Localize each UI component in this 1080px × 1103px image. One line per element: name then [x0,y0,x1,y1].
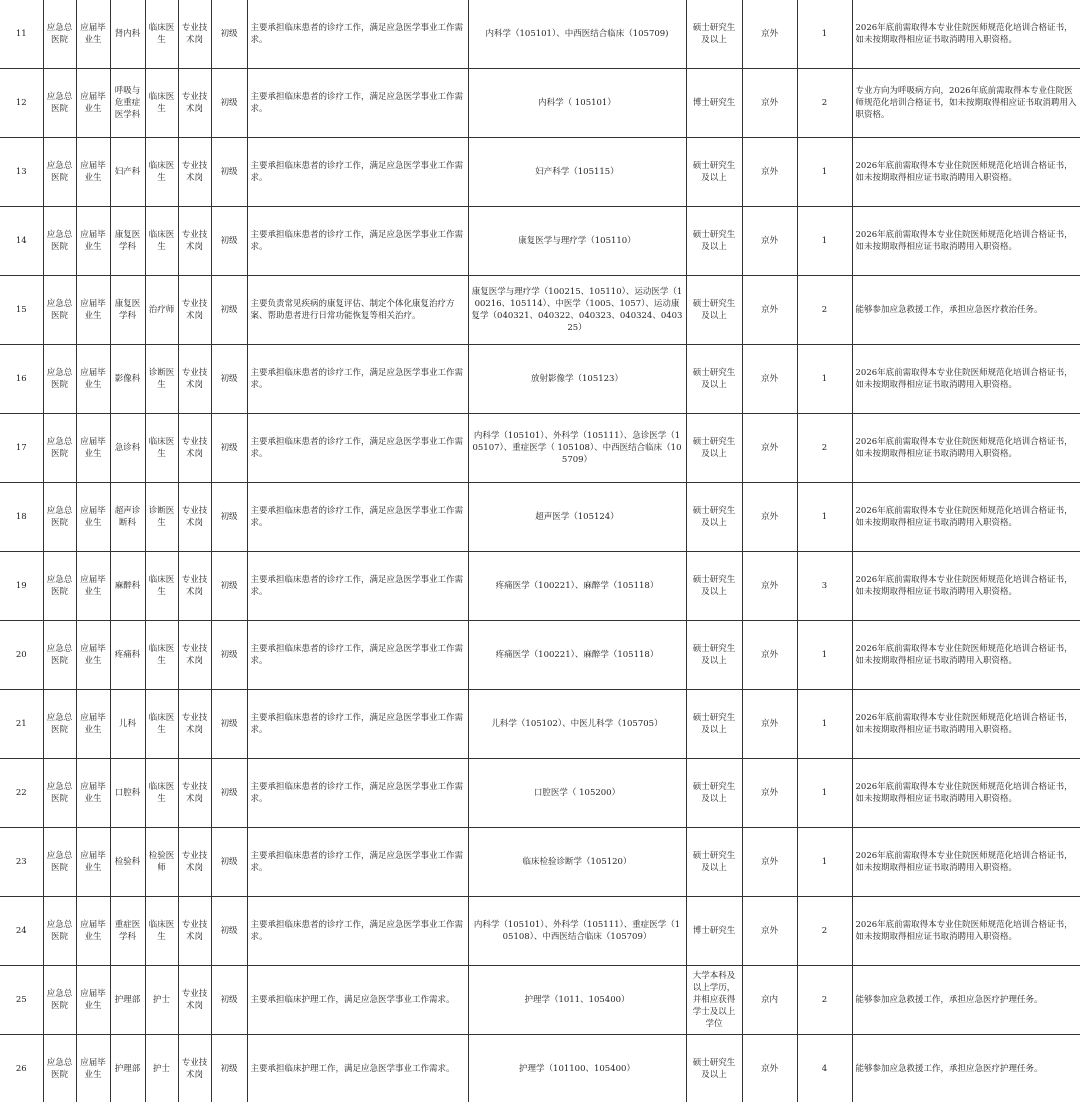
table-row [0,1035,1080,1103]
row-number: 23 [0,828,43,897]
duty-cell: 主要承担临床患者的诊疗工作，满足应急医学事业工作需求。 [247,345,468,414]
origin-cell: 京外 [742,414,797,483]
origin-cell: 京外 [742,690,797,759]
note-cell: 专业方向为呼吸病方向，2026年底前需取得本专业住院医师规范化培训合格证书，如未按期取得相应证书取消聘用入职资格。 [852,69,1080,138]
education-cell: 硕士研究生及以上 [686,345,742,414]
table-row [0,690,1080,759]
origin-cell: 京外 [742,1035,797,1103]
table-row [0,138,1080,207]
duty-cell: 主要承担临床患者的诊疗工作，满足应急医学事业工作需求。 [247,621,468,690]
row-number: 20 [0,621,43,690]
major-cell: 超声医学（105124） [468,483,686,552]
post-name-cell: 诊断医生 [145,345,178,414]
row-number: 17 [0,414,43,483]
note-cell: 2026年底前需取得本专业住院医师规范化培训合格证书，如未按期取得相应证书取消聘用入职资格。 [852,552,1080,621]
employer-cell: 应急总医院 [43,0,76,69]
duty-cell: 主要承担临床患者的诊疗工作，满足应急医学事业工作需求。 [247,0,468,69]
post-name-cell: 临床医生 [145,69,178,138]
post-name-cell: 临床医生 [145,414,178,483]
table-row [0,345,1080,414]
major-cell: 妇产科学（105115） [468,138,686,207]
recruit-type-cell: 应届毕业生 [76,414,110,483]
education-cell: 硕士研究生及以上 [686,0,742,69]
row-number: 14 [0,207,43,276]
employer-cell: 应急总医院 [43,1035,76,1103]
recruit-type-cell: 应届毕业生 [76,897,110,966]
post-name-cell: 临床医生 [145,552,178,621]
row-number: 25 [0,966,43,1035]
post-name-cell: 临床医生 [145,0,178,69]
origin-cell: 京内 [742,966,797,1035]
major-cell: 疼痛医学（100221）、麻醉学（105118） [468,552,686,621]
post-level-cell: 初级 [211,621,247,690]
post-category-cell: 专业技术岗 [178,552,211,621]
recruit-type-cell: 应届毕业生 [76,552,110,621]
row-number: 11 [0,0,43,69]
employer-cell: 应急总医院 [43,690,76,759]
employer-cell: 应急总医院 [43,621,76,690]
major-cell: 康复医学与理疗学（105110） [468,207,686,276]
post-name-cell: 临床医生 [145,897,178,966]
education-cell: 硕士研究生及以上 [686,138,742,207]
headcount-cell: 2 [797,966,852,1035]
origin-cell: 京外 [742,483,797,552]
headcount-cell: 2 [797,897,852,966]
post-level-cell: 初级 [211,0,247,69]
post-level-cell: 初级 [211,276,247,345]
note-cell: 2026年底前需取得本专业住院医师规范化培训合格证书，如未按期取得相应证书取消聘用入职资格。 [852,414,1080,483]
duty-cell: 主要承担临床患者的诊疗工作，满足应急医学事业工作需求。 [247,138,468,207]
education-cell: 大学本科及以上学历，并相应获得学士及以上学位 [686,966,742,1035]
post-category-cell: 专业技术岗 [178,966,211,1035]
major-cell: 内科学（105101）、外科学（105111）、重症医学（105108）、中西医结合临床（105709） [468,897,686,966]
education-cell: 硕士研究生及以上 [686,276,742,345]
education-cell: 硕士研究生及以上 [686,207,742,276]
education-cell: 博士研究生 [686,897,742,966]
origin-cell: 京外 [742,759,797,828]
duty-cell: 主要承担临床患者的诊疗工作，满足应急医学事业工作需求。 [247,828,468,897]
table-row [0,483,1080,552]
major-cell: 护理学（1011、105400） [468,966,686,1035]
post-name-cell: 治疗师 [145,276,178,345]
recruit-type-cell: 应届毕业生 [76,966,110,1035]
duty-cell: 主要承担临床患者的诊疗工作，满足应急医学事业工作需求。 [247,690,468,759]
post-level-cell: 初级 [211,828,247,897]
duty-cell: 主要承担临床患者的诊疗工作，满足应急医学事业工作需求。 [247,207,468,276]
education-cell: 硕士研究生及以上 [686,759,742,828]
post-category-cell: 专业技术岗 [178,207,211,276]
department-cell: 儿科 [110,690,145,759]
post-name-cell: 检验医师 [145,828,178,897]
origin-cell: 京外 [742,276,797,345]
post-level-cell: 初级 [211,1035,247,1103]
employer-cell: 应急总医院 [43,552,76,621]
table-row [0,621,1080,690]
employer-cell: 应急总医院 [43,276,76,345]
note-cell: 能够参加应急救援工作，承担应急医疗护理任务。 [852,966,1080,1035]
post-level-cell: 初级 [211,414,247,483]
row-number: 18 [0,483,43,552]
post-category-cell: 专业技术岗 [178,276,211,345]
department-cell: 护理部 [110,1035,145,1103]
note-cell: 2026年底前需取得本专业住院医师规范化培训合格证书，如未按期取得相应证书取消聘用入职资格。 [852,621,1080,690]
department-cell: 口腔科 [110,759,145,828]
origin-cell: 京外 [742,828,797,897]
major-cell: 护理学（101100、105400） [468,1035,686,1103]
post-level-cell: 初级 [211,345,247,414]
department-cell: 康复医学科 [110,276,145,345]
row-number: 21 [0,690,43,759]
note-cell: 2026年底前需取得本专业住院医师规范化培训合格证书，如未按期取得相应证书取消聘用入职资格。 [852,345,1080,414]
duty-cell: 主要承担临床患者的诊疗工作，满足应急医学事业工作需求。 [247,759,468,828]
origin-cell: 京外 [742,897,797,966]
post-level-cell: 初级 [211,897,247,966]
education-cell: 博士研究生 [686,69,742,138]
table-row [0,552,1080,621]
recruit-type-cell: 应届毕业生 [76,0,110,69]
table-row [0,897,1080,966]
recruit-type-cell: 应届毕业生 [76,621,110,690]
major-cell: 临床检验诊断学（105120） [468,828,686,897]
headcount-cell: 1 [797,690,852,759]
department-cell: 护理部 [110,966,145,1035]
post-name-cell: 临床医生 [145,138,178,207]
department-cell: 康复医学科 [110,207,145,276]
recruit-type-cell: 应届毕业生 [76,690,110,759]
table-row [0,828,1080,897]
table-row [0,0,1080,69]
employer-cell: 应急总医院 [43,483,76,552]
education-cell: 硕士研究生及以上 [686,552,742,621]
recruit-type-cell: 应届毕业生 [76,138,110,207]
note-cell: 2026年底前需取得本专业住院医师规范化培训合格证书，如未按期取得相应证书取消聘用入职资格。 [852,207,1080,276]
major-cell: 内科学（105101）、中西医结合临床（105709) [468,0,686,69]
origin-cell: 京外 [742,138,797,207]
post-category-cell: 专业技术岗 [178,1035,211,1103]
duty-cell: 主要承担临床护理工作，满足应急医学事业工作需求。 [247,1035,468,1103]
note-cell: 2026年底前需取得本专业住院医师规范化培训合格证书，如未按期取得相应证书取消聘用入职资格。 [852,759,1080,828]
employer-cell: 应急总医院 [43,966,76,1035]
headcount-cell: 1 [797,621,852,690]
post-category-cell: 专业技术岗 [178,345,211,414]
department-cell: 麻醉科 [110,552,145,621]
department-cell: 呼吸与危重症医学科 [110,69,145,138]
row-number: 24 [0,897,43,966]
origin-cell: 京外 [742,207,797,276]
row-number: 19 [0,552,43,621]
row-number: 16 [0,345,43,414]
department-cell: 检验科 [110,828,145,897]
row-number: 12 [0,69,43,138]
post-level-cell: 初级 [211,69,247,138]
recruit-type-cell: 应届毕业生 [76,483,110,552]
department-cell: 肾内科 [110,0,145,69]
post-category-cell: 专业技术岗 [178,483,211,552]
department-cell: 影像科 [110,345,145,414]
headcount-cell: 2 [797,414,852,483]
employer-cell: 应急总医院 [43,897,76,966]
major-cell: 内科学（105101）、外科学（105111）、急诊医学（105107）、重症医学（ 105108）、中西医结合临床（105709） [468,414,686,483]
headcount-cell: 2 [797,276,852,345]
origin-cell: 京外 [742,345,797,414]
major-cell: 儿科学（105102）、中医儿科学（105705） [468,690,686,759]
employer-cell: 应急总医院 [43,759,76,828]
row-number: 13 [0,138,43,207]
post-level-cell: 初级 [211,207,247,276]
recruit-type-cell: 应届毕业生 [76,345,110,414]
headcount-cell: 1 [797,0,852,69]
headcount-cell: 1 [797,759,852,828]
post-category-cell: 专业技术岗 [178,0,211,69]
headcount-cell: 2 [797,69,852,138]
post-category-cell: 专业技术岗 [178,621,211,690]
recruit-type-cell: 应届毕业生 [76,759,110,828]
post-name-cell: 临床医生 [145,207,178,276]
recruit-type-cell: 应届毕业生 [76,828,110,897]
department-cell: 疼痛科 [110,621,145,690]
note-cell: 2026年底前需取得本专业住院医师规范化培训合格证书，如未按期取得相应证书取消聘用入职资格。 [852,828,1080,897]
post-category-cell: 专业技术岗 [178,414,211,483]
origin-cell: 京外 [742,552,797,621]
post-level-cell: 初级 [211,138,247,207]
headcount-cell: 1 [797,483,852,552]
duty-cell: 主要承担临床患者的诊疗工作，满足应急医学事业工作需求。 [247,483,468,552]
origin-cell: 京外 [742,621,797,690]
post-level-cell: 初级 [211,690,247,759]
department-cell: 急诊科 [110,414,145,483]
row-number: 15 [0,276,43,345]
note-cell: 能够参加应急救援工作，承担应急医疗护理任务。 [852,1035,1080,1103]
recruit-type-cell: 应届毕业生 [76,207,110,276]
duty-cell: 主要承担临床患者的诊疗工作，满足应急医学事业工作需求。 [247,552,468,621]
employer-cell: 应急总医院 [43,828,76,897]
note-cell: 2026年底前需取得本专业住院医师规范化培训合格证书，如未按期取得相应证书取消聘用入职资格。 [852,897,1080,966]
duty-cell: 主要承担临床患者的诊疗工作，满足应急医学事业工作需求。 [247,414,468,483]
post-level-cell: 初级 [211,759,247,828]
table-row [0,276,1080,345]
post-category-cell: 专业技术岗 [178,759,211,828]
recruit-type-cell: 应届毕业生 [76,1035,110,1103]
duty-cell: 主要承担临床患者的诊疗工作，满足应急医学事业工作需求。 [247,69,468,138]
note-cell: 2026年底前需取得本专业住院医师规范化培训合格证书，如未按期取得相应证书取消聘用入职资格。 [852,483,1080,552]
major-cell: 放射影像学（105123） [468,345,686,414]
origin-cell: 京外 [742,69,797,138]
post-name-cell: 诊断医生 [145,483,178,552]
employer-cell: 应急总医院 [43,207,76,276]
education-cell: 硕士研究生及以上 [686,690,742,759]
duty-cell: 主要承担临床护理工作，满足应急医学事业工作需求。 [247,966,468,1035]
major-cell: 康复医学与理疗学（100215、105110）、运动医学（100216、105114）、中医学（1005、1057）、运动康复学（040321、040322、040323、040324、040325） [468,276,686,345]
note-cell: 2026年底前需取得本专业住院医师规范化培训合格证书，如未按期取得相应证书取消聘用入职资格。 [852,690,1080,759]
row-number: 26 [0,1035,43,1103]
post-category-cell: 专业技术岗 [178,897,211,966]
post-category-cell: 专业技术岗 [178,690,211,759]
table-row [0,207,1080,276]
duty-cell: 主要承担临床患者的诊疗工作，满足应急医学事业工作需求。 [247,897,468,966]
post-name-cell: 临床医生 [145,621,178,690]
department-cell: 妇产科 [110,138,145,207]
headcount-cell: 1 [797,207,852,276]
headcount-cell: 3 [797,552,852,621]
department-cell: 超声诊断科 [110,483,145,552]
post-level-cell: 初级 [211,483,247,552]
post-category-cell: 专业技术岗 [178,828,211,897]
employer-cell: 应急总医院 [43,69,76,138]
table-row [0,414,1080,483]
headcount-cell: 1 [797,138,852,207]
major-cell: 内科学（ 105101） [468,69,686,138]
post-name-cell: 护士 [145,1035,178,1103]
duty-cell: 主要负责常见疾病的康复评估、制定个体化康复治疗方案、帮助患者进行日常功能恢复等相关治疗。 [247,276,468,345]
table-row [0,759,1080,828]
headcount-cell: 1 [797,345,852,414]
employer-cell: 应急总医院 [43,414,76,483]
recruit-type-cell: 应届毕业生 [76,276,110,345]
education-cell: 硕士研究生及以上 [686,414,742,483]
table-row [0,69,1080,138]
education-cell: 硕士研究生及以上 [686,828,742,897]
note-cell: 能够参加应急救援工作，承担应急医疗救治任务。 [852,276,1080,345]
education-cell: 硕士研究生及以上 [686,483,742,552]
post-name-cell: 护士 [145,966,178,1035]
major-cell: 口腔医学（ 105200） [468,759,686,828]
post-name-cell: 临床医生 [145,759,178,828]
major-cell: 疼痛医学（100221）、麻醉学（105118） [468,621,686,690]
recruit-type-cell: 应届毕业生 [76,69,110,138]
employer-cell: 应急总医院 [43,138,76,207]
note-cell: 2026年底前需取得本专业住院医师规范化培训合格证书，如未按期取得相应证书取消聘用入职资格。 [852,138,1080,207]
headcount-cell: 4 [797,1035,852,1103]
department-cell: 重症医学科 [110,897,145,966]
post-level-cell: 初级 [211,552,247,621]
headcount-cell: 1 [797,828,852,897]
employer-cell: 应急总医院 [43,345,76,414]
origin-cell: 京外 [742,0,797,69]
row-number: 22 [0,759,43,828]
post-name-cell: 临床医生 [145,690,178,759]
post-category-cell: 专业技术岗 [178,69,211,138]
education-cell: 硕士研究生及以上 [686,1035,742,1103]
post-level-cell: 初级 [211,966,247,1035]
table-row [0,966,1080,1035]
note-cell: 2026年底前需取得本专业住院医师规范化培训合格证书，如未按期取得相应证书取消聘用入职资格。 [852,0,1080,69]
education-cell: 硕士研究生及以上 [686,621,742,690]
post-category-cell: 专业技术岗 [178,138,211,207]
